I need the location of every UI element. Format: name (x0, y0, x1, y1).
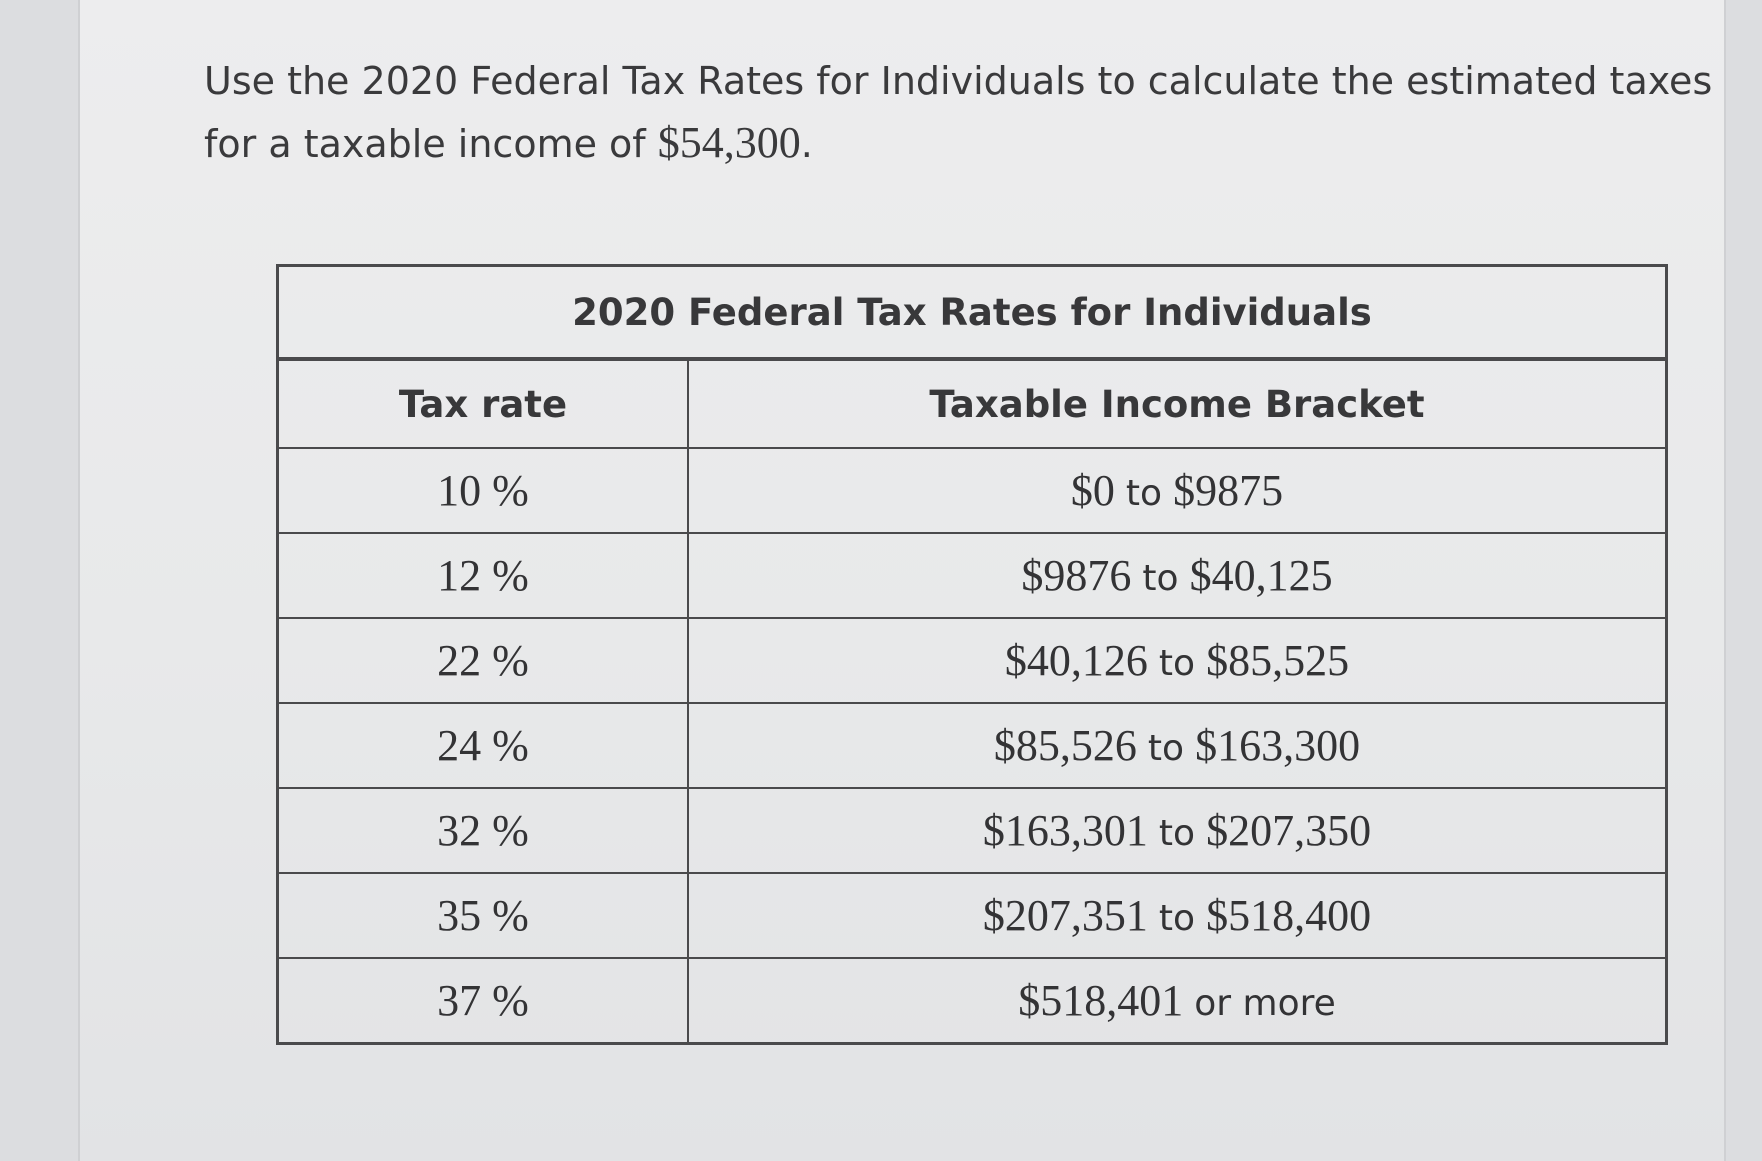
bracket-separator: to (1158, 898, 1196, 939)
bracket-from: $163,301 (982, 806, 1148, 855)
income-bracket-cell (688, 533, 1667, 618)
bracket-to: $9875 (1173, 466, 1284, 515)
table-row (278, 873, 1667, 958)
bracket-from: $518,401 (1018, 976, 1184, 1025)
bracket-to: $207,350 (1206, 806, 1372, 855)
question-text-before: Use the 2020 Federal Tax Rates for Individuals to calculate the estimated taxes for a taxable income of (204, 59, 1713, 166)
bracket-to: $518,400 (1206, 891, 1372, 940)
table-row (278, 788, 1667, 873)
header-tax-rate: Tax rate (278, 359, 689, 448)
tax-rate-cell: 32 % (278, 788, 689, 873)
tax-rate-cell: 12 % (278, 533, 689, 618)
tax-rate-cell: 37 % (278, 958, 689, 1044)
tax-rate-cell: 10 % (278, 448, 689, 533)
income-bracket-cell (688, 873, 1667, 958)
income-bracket-cell (688, 703, 1667, 788)
tax-rate-cell: 35 % (278, 873, 689, 958)
bracket-to: $163,300 (1195, 721, 1361, 770)
worksheet-page (78, 0, 1726, 1161)
question-text (204, 50, 1744, 175)
table-row (278, 958, 1667, 1044)
bracket-from: $85,526 (993, 721, 1137, 770)
question-text-after: . (800, 122, 813, 166)
header-income-bracket: Taxable Income Bracket (688, 359, 1667, 448)
tax-rate-cell: 22 % (278, 618, 689, 703)
bracket-separator: to (1125, 473, 1163, 514)
table-title: 2020 Federal Tax Rates for Individuals (278, 266, 1667, 360)
table-row (278, 703, 1667, 788)
bracket-to: $85,525 (1206, 636, 1350, 685)
income-bracket-cell (688, 618, 1667, 703)
bracket-from: $9876 (1021, 551, 1132, 600)
income-bracket-cell (688, 788, 1667, 873)
bracket-separator: to (1147, 728, 1185, 769)
taxable-income-amount: $54,300 (657, 118, 801, 167)
table-row (278, 618, 1667, 703)
bracket-from: $0 (1070, 466, 1115, 515)
table-row (278, 448, 1667, 533)
bracket-from: $40,126 (1004, 636, 1148, 685)
income-bracket-cell (688, 448, 1667, 533)
bracket-from: $207,351 (982, 891, 1148, 940)
bracket-to: $40,125 (1189, 551, 1333, 600)
bracket-separator: to (1158, 643, 1196, 684)
bracket-separator: to (1158, 813, 1196, 854)
bracket-separator: or more (1194, 983, 1336, 1024)
bracket-separator: to (1142, 558, 1179, 599)
tax-rates-table (276, 264, 1668, 1045)
table-row (278, 533, 1667, 618)
tax-rate-cell: 24 % (278, 703, 689, 788)
income-bracket-cell (688, 958, 1667, 1044)
